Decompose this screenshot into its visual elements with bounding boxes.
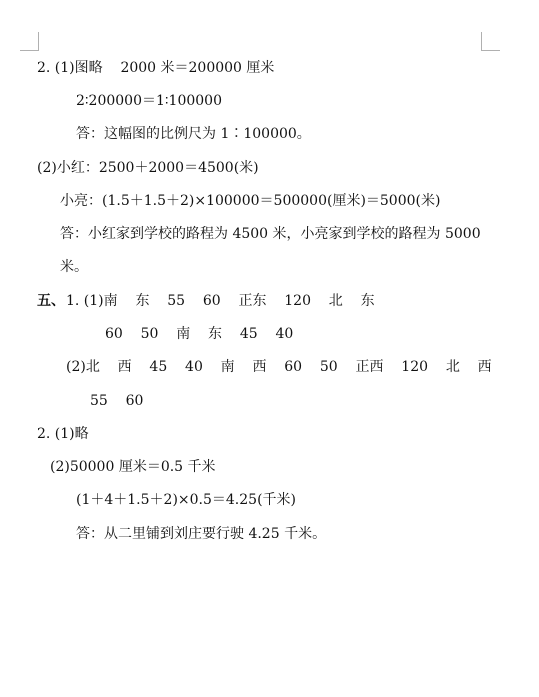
answer-line-9: 60 50 南 东 45 40 (105, 326, 294, 342)
answer-line-10: (2)北 西 45 40 南 西 60 50 正西 120 北 西 (66, 359, 492, 375)
section-five-label: 五、 (37, 293, 65, 309)
page-corner-mark-top-left (20, 32, 39, 51)
answer-line-6: 答：小红家到学校的路程为 4500 米，小亮家到学校的路程为 5000 (60, 226, 481, 242)
answer-line-7: 米。 (60, 259, 88, 275)
answer-line-14: (1＋4＋1.5＋2)×0.5＝4.25(千米) (76, 492, 297, 508)
answer-line-15: 答：从二里铺到刘庄要行驶 4.25 千米。 (76, 526, 327, 542)
answer-line-11: 55 60 (90, 393, 144, 409)
answer-line-4: (2)小红：2500＋2000＝4500(米) (37, 160, 259, 176)
answer-line-5: 小亮：(1.5＋1.5＋2)×100000＝500000(厘米)＝5000(米) (60, 193, 441, 209)
page-corner-mark-top-right (481, 32, 500, 51)
answer-line-2: 2∶200000＝1∶100000 (76, 93, 222, 109)
answer-line-1: 2. (1)图略 2000 米＝200000 厘米 (37, 60, 275, 76)
answer-line-3: 答：这幅图的比例尺为 1∶100000。 (76, 126, 311, 142)
answer-line-8: 1. (1)南 东 55 60 正东 120 北 东 (66, 293, 375, 309)
answer-line-12: 2. (1)略 (37, 426, 89, 442)
answer-line-13: (2)50000 厘米＝0.5 千米 (50, 459, 216, 475)
